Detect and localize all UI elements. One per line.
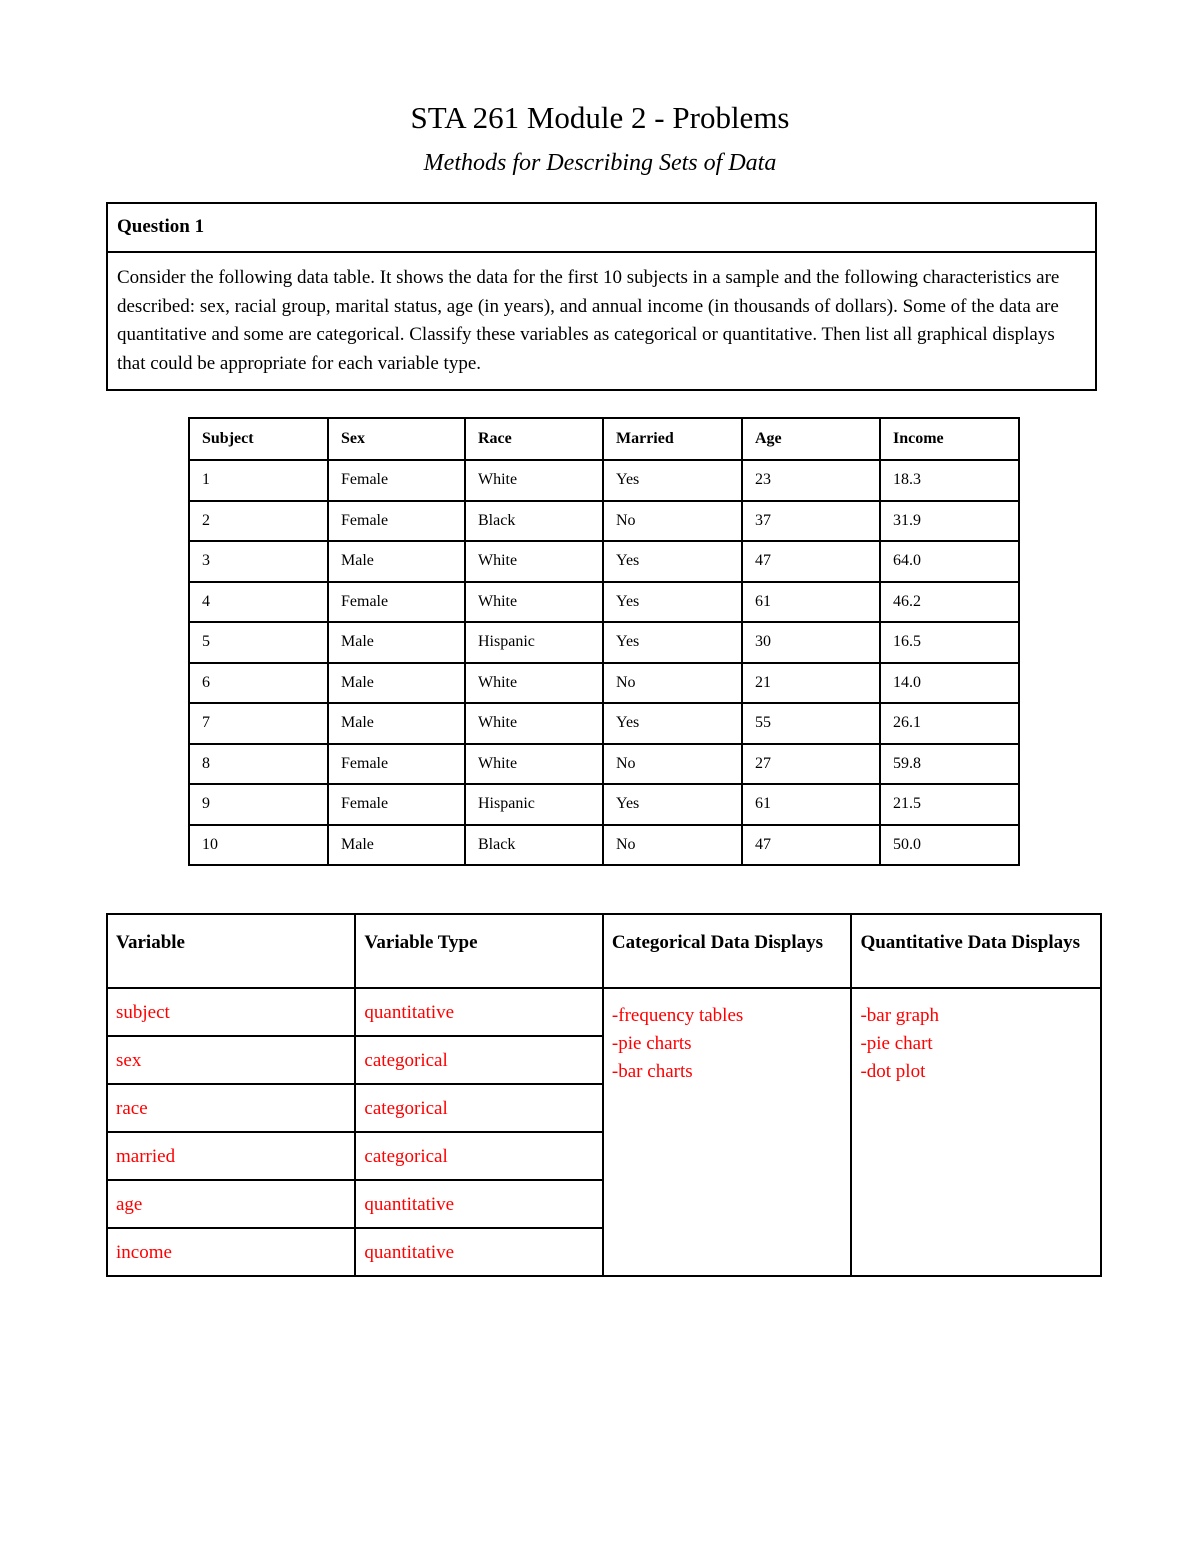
table-cell: 31.9 — [880, 501, 1019, 542]
data-table-header-row — [189, 418, 1019, 460]
header-quantitative-displays: Quantitative Data Displays — [851, 914, 1101, 988]
table-cell: Yes — [603, 541, 742, 582]
table-row — [189, 622, 1019, 663]
table-cell: 5 — [189, 622, 328, 663]
table-row — [189, 744, 1019, 785]
table-cell: 18.3 — [880, 460, 1019, 501]
table-cell: Male — [328, 663, 465, 704]
header-married: Married — [603, 418, 742, 460]
table-row — [189, 703, 1019, 744]
page-title: STA 261 Module 2 - Problems — [410, 100, 790, 135]
table-cell: No — [603, 825, 742, 866]
data-table-body — [189, 460, 1019, 865]
table-cell: White — [465, 582, 603, 623]
table-cell: Yes — [603, 703, 742, 744]
table-cell: White — [465, 460, 603, 501]
answer-table-header-row — [107, 914, 1101, 988]
table-cell: 4 — [189, 582, 328, 623]
table-cell: Yes — [603, 622, 742, 663]
answer-table — [106, 913, 1102, 1277]
variable-type: quantitative — [355, 1180, 603, 1228]
header-subject: Subject — [189, 418, 328, 460]
header-income: Income — [880, 418, 1019, 460]
data-table — [188, 417, 1020, 866]
table-cell: 2 — [189, 501, 328, 542]
table-row — [189, 582, 1019, 623]
header-variable: Variable — [107, 914, 355, 988]
table-cell: 61 — [742, 582, 880, 623]
table-cell: 27 — [742, 744, 880, 785]
table-cell: Black — [465, 825, 603, 866]
table-cell: No — [603, 744, 742, 785]
table-cell: 7 — [189, 703, 328, 744]
table-cell: 30 — [742, 622, 880, 663]
table-cell: 64.0 — [880, 541, 1019, 582]
table-cell: Male — [328, 825, 465, 866]
page-subtitle: Methods for Describing Sets of Data — [423, 150, 777, 176]
table-row — [189, 825, 1019, 866]
table-cell: No — [603, 663, 742, 704]
table-cell: Male — [328, 703, 465, 744]
table-row — [189, 541, 1019, 582]
table-row — [189, 784, 1019, 825]
header-race: Race — [465, 418, 603, 460]
table-cell: 46.2 — [880, 582, 1019, 623]
table-cell: Yes — [603, 784, 742, 825]
variable-name: age — [107, 1180, 355, 1228]
header-age: Age — [742, 418, 880, 460]
answer-row — [107, 988, 1101, 1036]
variable-name: income — [107, 1228, 355, 1276]
variable-name: subject — [107, 988, 355, 1036]
list-item: -pie chart — [860, 1033, 933, 1054]
question-box — [106, 202, 1097, 391]
table-cell: 3 — [189, 541, 328, 582]
table-cell: Yes — [603, 460, 742, 501]
table-cell: 37 — [742, 501, 880, 542]
table-row — [189, 460, 1019, 501]
table-cell: 23 — [742, 460, 880, 501]
variable-type: categorical — [355, 1084, 603, 1132]
list-item: -frequency tables — [611, 1005, 744, 1026]
list-item: -bar charts — [611, 1061, 693, 1082]
table-cell: Female — [328, 744, 465, 785]
list-item: -bar graph — [860, 1005, 940, 1026]
table-cell: Hispanic — [465, 622, 603, 663]
table-cell: 26.1 — [880, 703, 1019, 744]
variable-name: sex — [107, 1036, 355, 1084]
table-cell: 9 — [189, 784, 328, 825]
table-cell: 10 — [189, 825, 328, 866]
variable-type: categorical — [355, 1036, 603, 1084]
table-cell: 47 — [742, 541, 880, 582]
table-cell: Yes — [603, 582, 742, 623]
table-cell: Female — [328, 582, 465, 623]
table-cell: No — [603, 501, 742, 542]
table-cell: 47 — [742, 825, 880, 866]
table-cell: Male — [328, 541, 465, 582]
variable-type: categorical — [355, 1132, 603, 1180]
table-cell: White — [465, 744, 603, 785]
question-body: Consider the following data table. It shows the data for the first 10 subjects in a sample and the following characteristics are described: sex, racial group, marital status, age (in years), and annual income (in thousands of dollars). Some of the data are quantitative and some are categorical. Classify these variables as categorical or quantitative. Then list all graphical displays that could be appropriate for each variable type. — [117, 267, 1060, 374]
table-cell: 1 — [189, 460, 328, 501]
table-cell: 21.5 — [880, 784, 1019, 825]
header-categorical-displays: Categorical Data Displays — [603, 914, 852, 988]
categorical-displays-list — [603, 988, 852, 1276]
table-cell: 8 — [189, 744, 328, 785]
list-item: -dot plot — [860, 1061, 926, 1082]
table-cell: 61 — [742, 784, 880, 825]
variable-name: race — [107, 1084, 355, 1132]
table-row — [189, 663, 1019, 704]
table-cell: Female — [328, 784, 465, 825]
variable-name: married — [107, 1132, 355, 1180]
table-cell: Male — [328, 622, 465, 663]
table-cell: 50.0 — [880, 825, 1019, 866]
header-sex: Sex — [328, 418, 465, 460]
table-cell: Female — [328, 501, 465, 542]
table-cell: 16.5 — [880, 622, 1019, 663]
table-cell: 59.8 — [880, 744, 1019, 785]
table-cell: 6 — [189, 663, 328, 704]
table-cell: White — [465, 703, 603, 744]
table-cell: White — [465, 541, 603, 582]
header-variable-type: Variable Type — [355, 914, 603, 988]
variable-type: quantitative — [355, 1228, 603, 1276]
quantitative-displays-list — [851, 988, 1101, 1276]
list-item: -pie charts — [611, 1033, 692, 1054]
table-cell: Black — [465, 501, 603, 542]
table-cell: 14.0 — [880, 663, 1019, 704]
answer-table-body — [107, 988, 1101, 1276]
question-heading: Question 1 — [108, 204, 1095, 253]
table-cell: Hispanic — [465, 784, 603, 825]
table-row — [189, 501, 1019, 542]
table-cell: Female — [328, 460, 465, 501]
variable-type: quantitative — [355, 988, 603, 1036]
table-cell: 55 — [742, 703, 880, 744]
table-cell: 21 — [742, 663, 880, 704]
table-cell: White — [465, 663, 603, 704]
